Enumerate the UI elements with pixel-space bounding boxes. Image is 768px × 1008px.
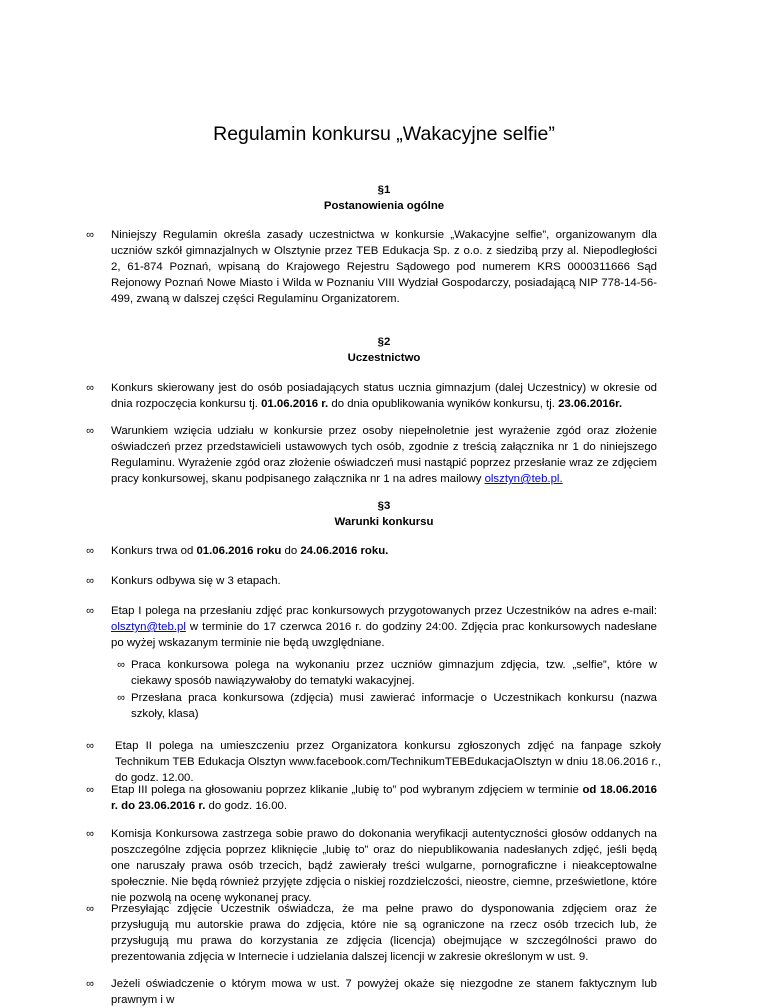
section-3-item-1: ∞ Konkurs trwa od 01.06.2016 roku do 24.06.2016 roku. [111,543,657,559]
section-3-item-7: ∞ Przesyłając zdjęcie Uczestnik oświadcza, że ma pełne prawo do dysponowania zdjęciem oraz że przysługują mu autorskie prawa do zdjęcia, które nie są ograniczone na rzecz osób trzecich lub, że przysługują mu prawa do korzystania ze zdjęcia (licencja) obejmujące w szczególności prawo do prezentowania zdjęcia w Internecie i udzielania dalszej licencji w zakresie określonym w ust. 9. [111,901,657,965]
bullet-icon: ∞ [86,382,94,394]
section-3-item-5: ∞ Etap III polega na głosowaniu poprzez klikanie „lubię to” pod wybranym zdjęciem w terminie od 18.06.2016 r. do 23.06.2016 r. do godz. 16.00. [111,782,657,814]
bullet-icon: ∞ [86,903,94,915]
bullet-icon: ∞ [86,605,94,617]
section-3-item-4: ∞ Etap II polega na umieszczeniu przez Organizatora konkursu zgłoszonych zdjęć na fanpage szkoły Technikum TEB Edukacja Olsztyn www.facebook.com/TechnikumTEBEdukacjaOlsztyn w dniu 18.06.2016 r., do godz. 12.00. [115,738,661,786]
section-3-subitem-2: ∞ Przesłana praca konkursowa (zdjęcia) musi zawierać informacje o Uczestnikach konkursu (nazwa szkoły, klasa) [131,690,657,722]
email-link[interactable]: olsztyn@teb.pl. [484,473,563,485]
bullet-icon: ∞ [86,784,94,796]
section-2-item-1: ∞ Konkurs skierowany jest do osób posiadających status ucznia gimnazjum (dalej Uczestnicy) w okresie od dnia rozpoczęcia konkursu tj. 01.06.2016 r. do dnia opublikowania wyników konkursu, tj. 23.06.2016r. [111,380,657,412]
bullet-icon: ∞ [86,425,94,437]
section-3-item-6: ∞ Komisja Konkursowa zastrzega sobie prawo do dokonania weryfikacji autentyczności głosów oddanych na poszczególne zdjęcia poprzez kliknięcie „lubię to” oraz do niepublikowania nadesłanych zdjęć, jeśli będą one naruszały prawa osób trzecich, bądź zawierały treści wulgarne, pornograficzne i nieakceptowalne społecznie. Nie będą również przyjęte zdjęcia o niskiej rozdzielczości, nieostre, ciemne, prześwietlone, które nie pozwolą na ocenę wykonanej pracy. [111,826,657,906]
bullet-icon: ∞ [117,692,125,704]
section-1-item-1: ∞ Niniejszy Regulamin określa zasady uczestnictwa w konkursie „Wakacyjne selfie”, organizowanym dla uczniów szkół gimnazjalnych w Olsztynie przez TEB Edukacja Sp. z o.o. z siedzibą przy al. Niepodległości 2, 61-874 Poznań, wpisaną do Krajowego Rejestru Sądowego pod numerem KRS 0000311666 Sąd Rejonowy Poznań Nowe Miasto i Wilda w Poznaniu VIII Wydział Gospodarczy, posiadającą NIP 778-14-56-499, zwaną w dalszej części Regulaminu Organizatorem. [111,227,657,307]
bullet-icon: ∞ [86,575,94,587]
section-3-heading: Warunki konkursu [334,516,434,528]
section-3-item-8: ∞ Jeżeli oświadczenie o którym mowa w ust. 7 powyżej okaże się niezgodne ze stanem faktycznym lub prawnym i w [111,976,657,1008]
bullet-icon: ∞ [86,740,94,752]
section-2-item-2: ∞ Warunkiem wzięcia udziału w konkursie przez osoby niepełnoletnie jest wyrażenie zgód oraz złożenie oświadczeń przez przedstawicieli ustawowych tych osób, zgodnie z treścią załącznika nr 1 do niniejszego Regulaminu. Wyrażenie zgód oraz złożenie oświadczeń musi nastąpić poprzez przesłanie wraz ze zdjęciem pracy konkursowej, skanu podpisanego załącznika nr 1 na adres mailowy olsztyn@teb.pl. [111,423,657,487]
section-1-number: §1 [377,184,391,196]
section-3-item-3: ∞ Etap I polega na przesłaniu zdjęć prac konkursowych przygotowanych przez Uczestników na adres e-mail: olsztyn@teb.pl w terminie do 17 czerwca 2016 r. do godziny 24:00. Zdjęcia prac konkursowych nadesłane po wyżej wskazanym terminie nie będą uwzględniane. [111,603,657,651]
section-3-subitem-1: ∞ Praca konkursowa polega na wykonaniu przez uczniów gimnazjum zdjęcia, tzw. „selfie”, które w ciekawy sposób nawiązywałoby do tematyki wakacyjnej. [131,657,657,689]
bullet-icon: ∞ [86,828,94,840]
document-title: Regulamin konkursu „Wakacyjne selfie” [213,123,555,145]
bullet-icon: ∞ [86,978,94,990]
bullet-icon: ∞ [117,659,125,671]
section-1-heading: Postanowienia ogólne [323,200,445,212]
section-2-heading: Uczestnictwo [347,352,421,364]
section-3-number: §3 [377,500,391,512]
bullet-icon: ∞ [86,545,94,557]
bullet-icon: ∞ [86,229,94,241]
section-3-item-2: ∞ Konkurs odbywa się w 3 etapach. [111,573,657,589]
section-2-number: §2 [377,336,391,348]
email-link[interactable]: olsztyn@teb.pl [111,621,186,633]
